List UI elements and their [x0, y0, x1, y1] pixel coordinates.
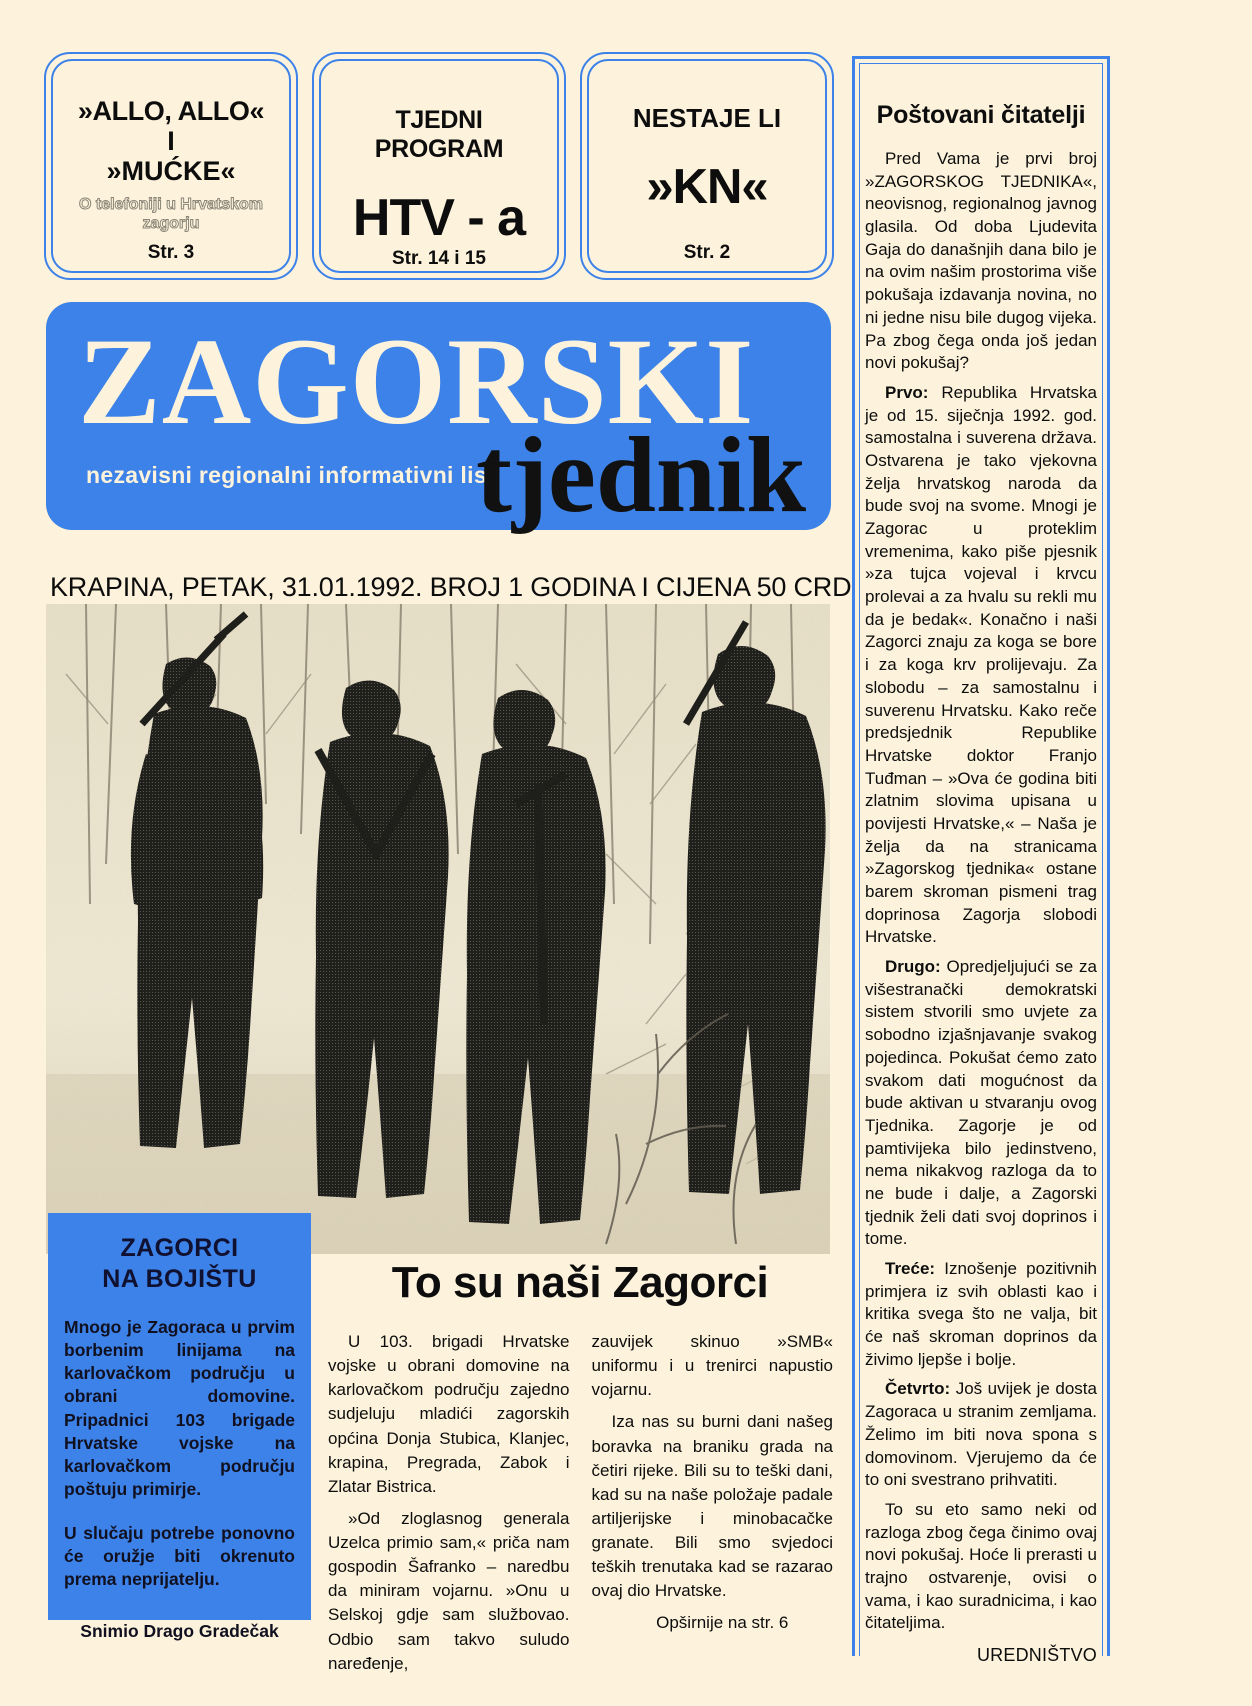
teaser-1-line-3: »MUĆKE«	[106, 156, 236, 187]
article-col2-paragraph-2: Iza nas su burni dani našeg boravka na braniku grada na četiri rijeke. Bili su to teški dani, kad su na naše položaje padale artiljerijske i minobacačke granate. Bili smo svjedoci teških trenutaka kad se razarao ovaj dio Hrvatske.	[591, 1412, 833, 1601]
sidebar-box-zagorci-na-bojistu	[48, 1213, 311, 1642]
editorial-paragraph-6	[865, 1499, 1097, 1635]
article-column-1	[328, 1330, 570, 1690]
editorial-text-2: Prvo: Republika Hrvatska je od 15. siječnja 1992. god. samostalna i suverena država. Ostvarena je tako vjekovna želja hrvatskog naroda da bude svoj na svome. Mnogi je Zagorac u proteklim vremenima, kako piše pjesnik »za tujca vojeval i krvcu prolevai a za hvalu su rekli mu da je bedak«. Konačno i naši Zagorci znaju za koga se bore i za koga krv prolijevaju. Za slobodu – za samostalnu i suverenu Hrvatsku. Kako reče predsjednik Republike Hrvatske doktor Franjo Tuđman – »Ova će godina biti zlatnim slovima upisana u povijesti Hrvatske,« – Naša je želja da na stranicama »Zagorskog tjednika« ostane barem skroman pismeni trag doprinosa Zagorja slobodi Hrvatske.	[865, 382, 1097, 947]
editorial-text-1: Pred Vama je prvi broj »ZAGORSKOG TJEDNIKA«, neovisnog, regionalnog javnog glasila. Od doba Ljudevita Gaja do današnjih dana bilo je na ovim našim prostorima više pokušaja izdavanja novina, no ni jedne nisu bile dugog vijeka. Pa zbog čega onda još jedan novi pokušaj?	[865, 149, 1097, 373]
editorial-text-5: Četvrto: Još uvijek je dosta Zagoraca u stranim zemljama. Želimo im biti nova spona s domovinom. Vjerujemo da će to oni svestrano prihvatiti.	[865, 1379, 1097, 1490]
teaser-2-headline: HTV - a	[352, 189, 526, 247]
article-col2-paragraph-1: zauvijek skinuo »SMB« uniformu i u trenirci napustio vojarnu.	[591, 1332, 833, 1400]
sidebox-title	[64, 1233, 295, 1296]
teaser-2-line-1: TJEDNI PROGRAM	[374, 106, 504, 163]
teaser-box-tjedni-program[interactable]	[312, 52, 566, 280]
photo-soldiers-in-forest	[46, 604, 830, 1254]
sidebox-title-line-1: ZAGORCI	[120, 1234, 239, 1262]
article-col1-paragraph-2: »Od zloglasnog generala Uzelca primio sam,« priča nam gospodin Šafranko – naredbu da miniram vojarnu. »Onu u Selskoj gdje sam službovao. Odbio sam takvo suludo naređenje,	[328, 1508, 570, 1673]
teaser-box-allo-mucke[interactable]	[44, 52, 298, 280]
teaser-box-row	[44, 52, 834, 280]
editorial-text-4: Treće: Iznošenje pozitivnih primjera iz svih oblasti kao i kritika svega što ne valja, bit će naš skroman doprinos da živimo ljepše i bolje.	[865, 1259, 1097, 1369]
editorial-column	[852, 56, 1110, 1665]
teaser-3-page-ref: Str. 2	[683, 242, 731, 263]
article-headline: To su naši Zagorci	[391, 1258, 769, 1307]
teaser-3-line-1: NESTAJE LI	[632, 103, 782, 133]
masthead-title-main: ZAGORSKI	[78, 313, 755, 450]
editorial-paragraph-1	[865, 148, 1097, 375]
article-col1-paragraph-1: U 103. brigadi Hrvatske vojske u obrani domovine na karlovačkom području zajedno sudjeluju mladići zagorskih općina Donja Stubica, Klanjec, krapina, Pregrada, Zabok i Zlatar Bistrica.	[328, 1332, 570, 1496]
editorial-signature: UREDNIŠTVO	[976, 1645, 1097, 1665]
editorial-paragraph-3	[865, 956, 1097, 1251]
editorial-paragraph-2	[865, 382, 1097, 949]
sidebox-paragraph-2: U slučaju potrebe ponovno će oružje biti okrenuto prema neprijatelju.	[64, 1522, 295, 1590]
editorial-text-6: To su eto samo neki od razloga zbog čega činimo ovaj novi pokušaj. Hoće li prerasti u trajno ostvarenje, ovisi o vama, i kao suradnicima, i kao čitateljima.	[865, 1499, 1097, 1633]
sidebox-photo-credit: Snimio Drago Gradečak	[80, 1621, 279, 1642]
article-columns	[328, 1330, 833, 1690]
article-continuation-ref: Opširnije na str. 6	[656, 1613, 789, 1633]
editorial-title: Poštovani čitatelji	[876, 101, 1086, 129]
masthead-tagline: nezavisni regionalni informativni list	[86, 462, 495, 488]
teaser-1-line-1: »ALLO, ALLO«	[77, 96, 265, 126]
teaser-1-line-2: I	[167, 126, 175, 157]
dateline: KRAPINA, PETAK, 31.01.1992. BROJ 1 GODINA I CIJENA 50 CRD	[50, 572, 852, 602]
teaser-2-page-ref: Str. 14 i 15	[391, 248, 486, 269]
article-column-2	[592, 1330, 834, 1690]
editorial-paragraph-5	[865, 1378, 1097, 1491]
masthead	[46, 302, 831, 535]
editorial-text-3: Drugo: Opredjeljujući se za višestranački demokratski sistem stvorili smo uvjete za sobodno izjašnjavanje svakog pojedinca. Pokušat ćemo zato svakom dati mogućnost da bude aktivan u stvaranju ovog Tjednika. Zagorje je od pamtivijeka bilo jedinstveno, nema nikakvog razloga da to ne bude i dalje, a Zagorski tjednik želi dati svoj doprinos i tome.	[865, 957, 1097, 1249]
editorial-paragraph-4	[865, 1258, 1097, 1371]
teaser-1-subtitle: O telefoniji u Hrvatskom zagorju	[78, 195, 264, 232]
sidebox-title-line-2: NA BOJIŠTU	[102, 1265, 257, 1294]
teaser-3-headline: »KN«	[646, 159, 768, 214]
front-page-photo	[46, 604, 830, 1254]
sidebox-paragraph-1: Mnogo je Zagoraca u prvim borbenim linijama na karlovačkom području u obrani domovine. Pripadnici 103 brigade Hrvatske vojske na karlovačkom području poštuju primirje.	[64, 1316, 295, 1500]
teaser-box-nestaje-li-kn[interactable]	[580, 52, 834, 280]
masthead-title-second: tjednik	[476, 416, 807, 535]
editorial-body	[865, 148, 1097, 1635]
teaser-1-page-ref: Str. 3	[147, 242, 195, 263]
